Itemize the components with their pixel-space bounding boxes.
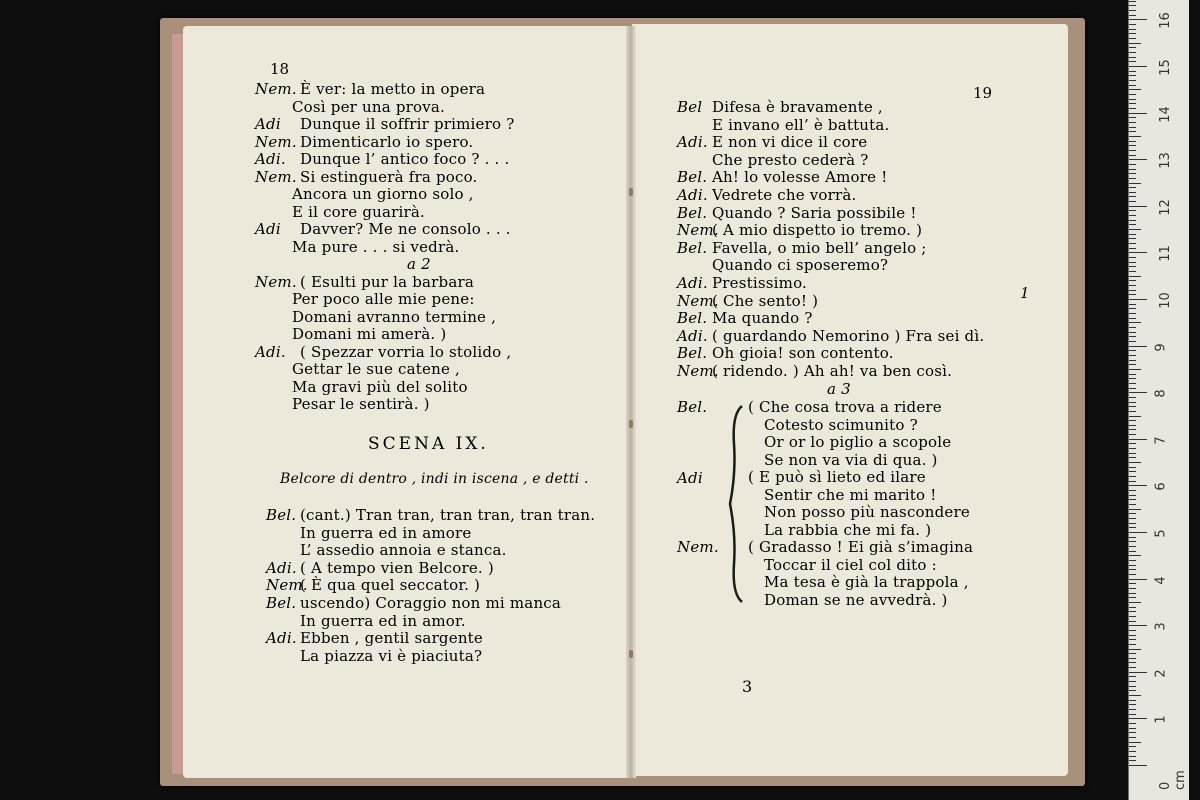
ruler-tick xyxy=(1129,252,1147,253)
trio-speaker: Bel. xyxy=(677,398,708,416)
ruler-tick xyxy=(1129,635,1136,636)
ruler-label: 7 xyxy=(1153,436,1169,445)
ruler-tick xyxy=(1129,504,1136,505)
ruler-tick xyxy=(1129,485,1147,486)
ruler-tick xyxy=(1129,131,1136,132)
trio-verse-line: Ma tesa è già la trappola , xyxy=(764,573,969,591)
verse-line: Dunque l’ antico foco ? . . . xyxy=(300,150,510,168)
ruler-tick xyxy=(1129,662,1136,663)
ruler-tick xyxy=(1129,443,1136,444)
ruler-tick xyxy=(1129,5,1136,6)
ruler-tick xyxy=(1129,238,1136,239)
ruler-tick xyxy=(1129,155,1136,156)
ruler-tick xyxy=(1129,262,1136,263)
trio-speaker: Nem. xyxy=(677,538,719,556)
ruler-tick xyxy=(1129,639,1136,640)
ruler-tick xyxy=(1129,616,1136,617)
speaker-label: Nem. xyxy=(255,167,297,186)
ruler-tick xyxy=(1129,47,1136,48)
ruler-tick xyxy=(1129,420,1136,421)
trio-verse-line: Toccar il ciel col dito : xyxy=(764,555,937,574)
trio-verse-line: Cotesto scimunito ? xyxy=(764,415,918,434)
speaker-label: Bel. xyxy=(677,238,708,257)
ruler-tick xyxy=(1129,89,1141,90)
ruler-tick xyxy=(1129,127,1136,128)
ruler-tick xyxy=(1129,192,1136,193)
ruler-label: 5 xyxy=(1153,529,1169,538)
ruler-tick xyxy=(1129,644,1136,645)
verse-line: uscendo) Coraggio non mi manca xyxy=(300,594,562,612)
ruler-tick xyxy=(1129,341,1136,342)
ruler-tick xyxy=(1129,565,1136,566)
ruler-tick xyxy=(1129,164,1136,165)
ruler-tick xyxy=(1129,583,1136,584)
ruler-tick xyxy=(1129,760,1136,761)
ruler-label: 11 xyxy=(1157,245,1173,263)
ruler-tick xyxy=(1129,546,1136,547)
verse-line: Prestissimo. xyxy=(712,274,808,292)
ruler-tick xyxy=(1129,294,1136,295)
ruler-label: 3 xyxy=(1153,622,1169,631)
ruler-tick xyxy=(1129,29,1136,30)
speaker-label: Adi. xyxy=(677,186,708,204)
ruler-tick xyxy=(1129,527,1136,528)
ruler-tick xyxy=(1129,210,1136,211)
ruler-tick xyxy=(1129,406,1136,407)
ruler-tick xyxy=(1129,10,1136,11)
margin-mark: 1 xyxy=(1020,284,1030,302)
verse-line: ( Che sento! ) xyxy=(712,291,819,310)
verse-line: ( guardando Nemorino ) Fra sei dì. xyxy=(712,326,985,345)
verse-line: a 2 xyxy=(407,255,431,273)
book-gutter xyxy=(626,26,636,778)
ruler-tick xyxy=(1129,66,1147,67)
verse-line: ( A tempo vien Belcore. ) xyxy=(300,558,494,577)
speaker-label: Bel xyxy=(677,98,703,116)
speaker-label: Nem. xyxy=(677,362,719,380)
ruler-tick xyxy=(1129,75,1136,76)
ruler-tick xyxy=(1129,145,1136,146)
verse-line: La piazza vi è piaciuta? xyxy=(300,646,483,665)
verse-line: In guerra ed in amor. xyxy=(300,611,466,630)
ruler-tick xyxy=(1129,136,1141,137)
ruler-tick xyxy=(1129,434,1136,435)
ruler-tick xyxy=(1129,308,1136,309)
ruler-tick xyxy=(1129,476,1136,477)
ruler-tick xyxy=(1129,718,1147,719)
ruler-tick xyxy=(1129,593,1136,594)
speaker-label: Adi. xyxy=(266,558,297,577)
ruler-tick xyxy=(1129,453,1136,454)
verse-line: Per poco alle mie pene: xyxy=(292,290,475,308)
ruler-tick xyxy=(1129,751,1136,752)
ruler-tick xyxy=(1129,625,1147,626)
ruler-tick xyxy=(1129,541,1136,542)
verse-line: Domani mi amerà. ) xyxy=(292,325,447,343)
ruler-tick xyxy=(1129,360,1136,361)
ruler-tick xyxy=(1129,169,1136,170)
verse-line: E invano ell’ è battuta. xyxy=(712,115,890,134)
ruler-tick xyxy=(1129,57,1136,58)
ruler-tick xyxy=(1129,280,1136,281)
verse-line: Dunque il soffrir primiero ? xyxy=(300,115,515,133)
stage-direction: Belcore di dentro , indi in iscena , e detti . xyxy=(280,471,589,487)
ruler-tick xyxy=(1129,690,1136,691)
ruler-tick xyxy=(1129,555,1141,556)
ruler-tick xyxy=(1129,285,1136,286)
ruler-tick xyxy=(1129,551,1136,552)
ruler-tick xyxy=(1129,392,1147,393)
speaker-label: Adi. xyxy=(266,629,297,648)
ruler-tick xyxy=(1129,532,1147,533)
verse-line: Difesa è bravamente , xyxy=(712,98,883,116)
speaker-label: Bel. xyxy=(677,203,708,222)
ruler-tick xyxy=(1129,327,1136,328)
verse-line: (cant.) Tran tran, tran tran, tran tran. xyxy=(300,506,596,524)
ruler-tick xyxy=(1129,271,1136,272)
ruler-tick xyxy=(1129,173,1136,174)
ruler-tick xyxy=(1129,304,1136,305)
verse-line: Quando ? Saria possibile ! xyxy=(712,203,917,222)
ruler-tick xyxy=(1129,765,1147,766)
ruler-tick xyxy=(1129,248,1136,249)
verse-line: E il core guarirà. xyxy=(292,202,425,221)
ruler-tick xyxy=(1129,518,1136,519)
ruler-label: 9 xyxy=(1153,342,1169,352)
trio-verse-line: Doman se ne avvedrà. ) xyxy=(764,590,948,609)
ruler-tick xyxy=(1129,38,1136,39)
ruler-tick xyxy=(1129,229,1141,230)
verse-line: E non vi dice il core xyxy=(712,133,868,152)
ruler-tick xyxy=(1129,364,1136,365)
ruler-tick xyxy=(1129,607,1136,608)
ruler-tick xyxy=(1129,457,1136,458)
verse-line: Gettar le sue catene , xyxy=(292,360,460,378)
ruler-tick xyxy=(1129,397,1136,398)
ruler-tick xyxy=(1129,122,1136,123)
verse-line: Vedrete che vorrà. xyxy=(712,186,857,204)
verse-line: Ma pure . . . si vedrà. xyxy=(292,237,460,256)
ruler-tick xyxy=(1129,117,1136,118)
ruler-tick xyxy=(1129,653,1136,654)
page-number-right: 19 xyxy=(973,84,993,102)
ruler-tick xyxy=(1129,709,1136,710)
ruler-tick xyxy=(1129,471,1136,472)
ruler-tick xyxy=(1129,94,1136,95)
speaker-label: Bel. xyxy=(677,168,708,187)
ruler-tick xyxy=(1129,509,1141,510)
ruler-tick xyxy=(1129,332,1136,333)
stitch xyxy=(629,650,633,658)
ruler-tick xyxy=(1129,374,1136,375)
ruler-tick xyxy=(1129,742,1141,743)
ruler-tick xyxy=(1129,322,1141,323)
ruler-label: 6 xyxy=(1153,482,1169,492)
speaker-label: Adi. xyxy=(677,326,708,345)
ruler-tick xyxy=(1129,513,1136,514)
ruler-label: 1 xyxy=(1153,715,1169,725)
ruler-tick xyxy=(1129,714,1136,715)
ruler-tick xyxy=(1129,178,1136,179)
ruler-tick xyxy=(1129,99,1136,100)
ruler-tick xyxy=(1129,141,1136,142)
verse-line: Pesar le sentirà. ) xyxy=(292,395,430,413)
ruler-tick xyxy=(1129,224,1136,225)
ruler-label: 2 xyxy=(1153,669,1169,678)
ruler-tick xyxy=(1129,103,1136,104)
ruler-tick xyxy=(1129,681,1136,682)
ruler-tick xyxy=(1129,411,1136,412)
ruler-tick xyxy=(1129,266,1136,267)
speaker-label: Adi. xyxy=(255,342,286,361)
trio-verse-line: Or or lo piglio a scopole xyxy=(764,433,952,451)
ruler-tick xyxy=(1129,429,1136,430)
trio-brace xyxy=(728,404,746,604)
ruler-tick xyxy=(1129,313,1136,314)
ruler-tick xyxy=(1129,369,1141,370)
ruler-tick xyxy=(1129,383,1136,384)
verse-line: Si estinguerà fra poco. xyxy=(300,167,478,186)
verse-line: Così per una prova. xyxy=(292,97,446,116)
ruler-tick xyxy=(1129,24,1136,25)
verse-line: Ebben , gentil sargente xyxy=(300,629,483,648)
ruler-label: 16 xyxy=(1157,12,1173,30)
ruler-label: 12 xyxy=(1157,199,1173,216)
ruler-tick xyxy=(1129,108,1136,109)
verse-line: L’ assedio annoia e stanca. xyxy=(300,541,507,560)
verse-line: Ah! lo volesse Amore ! xyxy=(712,168,888,187)
verse-line: ( Esulti pur la barbara xyxy=(300,272,475,291)
ruler-tick xyxy=(1129,630,1136,631)
ruler-tick xyxy=(1129,196,1136,197)
speaker-label: Bel. xyxy=(266,506,297,524)
ruler-tick xyxy=(1129,621,1136,622)
page-number-left: 18 xyxy=(270,60,290,78)
ruler-tick xyxy=(1129,481,1136,482)
ruler-tick xyxy=(1129,388,1136,389)
speaker-label: Adi. xyxy=(677,274,708,292)
ruler-tick xyxy=(1129,602,1141,603)
ruler-label: 0 cm xyxy=(1158,770,1188,790)
measuring-ruler xyxy=(1128,0,1189,800)
ruler-tick xyxy=(1129,43,1141,44)
verse-line: Favella, o mio bell’ angelo ; xyxy=(712,238,927,257)
verse-line: Ancora un giorno solo , xyxy=(292,185,474,203)
speaker-label: Nem. xyxy=(255,132,297,151)
ruler-tick xyxy=(1129,658,1136,659)
scene-title: SCENA IX. xyxy=(368,434,489,454)
ruler-tick xyxy=(1129,579,1147,580)
ruler-tick xyxy=(1129,467,1136,468)
ruler-tick xyxy=(1129,611,1136,612)
ruler-tick xyxy=(1129,704,1136,705)
verse-line: Dimenticarlo io spero. xyxy=(300,132,474,151)
ruler-tick xyxy=(1129,499,1136,500)
ruler-tick xyxy=(1129,574,1136,575)
ruler-tick xyxy=(1129,490,1136,491)
verse-line: a 3 xyxy=(827,379,851,398)
speaker-label: Bel. xyxy=(677,309,708,328)
speaker-label: Adi xyxy=(255,115,281,133)
ruler-tick xyxy=(1129,276,1141,277)
trio-verse-line: Se non va via di qua. ) xyxy=(764,450,938,469)
ruler-label: 15 xyxy=(1157,59,1173,76)
ruler-tick xyxy=(1129,402,1136,403)
ruler-tick xyxy=(1129,448,1136,449)
ruler-label: 13 xyxy=(1157,152,1173,169)
ruler-tick xyxy=(1129,672,1147,673)
verse-line: Davver? Me ne consolo . . . xyxy=(300,220,511,238)
stitch xyxy=(629,420,633,428)
speaker-label: Adi. xyxy=(677,133,708,152)
ruler-label: 10 xyxy=(1157,292,1173,309)
ruler-tick xyxy=(1129,723,1136,724)
trio-speaker: Adi xyxy=(677,469,703,487)
verse-line: Oh gioia! son contento. xyxy=(712,344,894,363)
ruler-tick xyxy=(1129,15,1136,16)
ruler-tick xyxy=(1129,201,1136,202)
verse-line: Ma gravi più del solito xyxy=(292,377,468,396)
speaker-label: Bel. xyxy=(266,594,297,612)
ruler-tick xyxy=(1129,150,1136,151)
speaker-label: Nem. xyxy=(255,80,297,98)
ruler-tick xyxy=(1129,206,1147,207)
ruler-tick xyxy=(1129,667,1136,668)
ruler-tick xyxy=(1129,425,1136,426)
ruler-tick xyxy=(1129,19,1147,20)
ruler-tick xyxy=(1129,700,1136,701)
ruler-tick xyxy=(1129,80,1136,81)
ruler-tick xyxy=(1129,243,1136,244)
ruler-tick xyxy=(1129,85,1136,86)
verse-line: ( Spezzar vorria lo stolido , xyxy=(300,342,512,361)
ruler-tick xyxy=(1129,355,1136,356)
ruler-tick xyxy=(1129,378,1136,379)
verse-line: ( A mio dispetto io tremo. ) xyxy=(712,221,923,240)
verse-line: ( ridendo. ) Ah ah! va ben così. xyxy=(712,362,953,380)
ruler-tick xyxy=(1129,439,1147,440)
speaker-label: Adi xyxy=(255,220,281,238)
ruler-tick xyxy=(1129,215,1136,216)
trio-verse-line: ( E può sì lieto ed ilare xyxy=(748,468,926,486)
verse-line: ( È qua quel seccator. ) xyxy=(300,576,481,595)
ruler-tick xyxy=(1129,495,1136,496)
ruler-tick xyxy=(1129,183,1141,184)
speaker-label: Nem. xyxy=(255,272,297,291)
ruler-tick xyxy=(1129,187,1136,188)
speaker-label: Nem. xyxy=(677,291,719,310)
ruler-tick xyxy=(1129,686,1136,687)
ruler-label: 14 xyxy=(1157,105,1173,123)
ruler-tick xyxy=(1129,350,1136,351)
ruler-tick xyxy=(1129,569,1136,570)
ruler-tick xyxy=(1129,560,1136,561)
ruler-tick xyxy=(1129,462,1141,463)
ruler-tick xyxy=(1129,33,1136,34)
trio-verse-line: ( Gradasso ! Ei già s’imagina xyxy=(748,538,974,556)
ruler-tick xyxy=(1129,234,1136,235)
ruler-tick xyxy=(1129,220,1136,221)
ruler-tick xyxy=(1129,746,1136,747)
signature-mark: 3 xyxy=(742,677,753,696)
verse-line: È ver: la metto in opera xyxy=(300,80,486,98)
ruler-tick xyxy=(1129,728,1136,729)
ruler-tick xyxy=(1129,113,1147,114)
speaker-label: Nem. xyxy=(677,221,719,240)
trio-verse-line: Non posso più nascondere xyxy=(764,503,970,521)
ruler-label: 4 xyxy=(1153,575,1169,585)
trio-verse-line: ( Che cosa trova a ridere xyxy=(748,398,942,416)
verse-line: Domani avranno termine , xyxy=(292,307,497,326)
speaker-label: Adi. xyxy=(255,150,286,168)
verse-line: Ma quando ? xyxy=(712,309,813,328)
ruler-tick xyxy=(1129,346,1147,347)
ruler-tick xyxy=(1129,1,1136,2)
trio-verse-line: Sentir che mi marito ! xyxy=(764,485,937,504)
ruler-tick xyxy=(1129,416,1141,417)
speaker-label: Bel. xyxy=(677,344,708,363)
ruler-tick xyxy=(1129,61,1136,62)
ruler-tick xyxy=(1129,159,1147,160)
ruler-tick xyxy=(1129,52,1136,53)
ruler-tick xyxy=(1129,695,1141,696)
trio-verse-line: La rabbia che mi fa. ) xyxy=(764,520,932,539)
ruler-tick xyxy=(1129,318,1136,319)
ruler-tick xyxy=(1129,537,1136,538)
stitch xyxy=(629,188,633,196)
ruler-tick xyxy=(1129,588,1136,589)
verse-line: Quando ci sposeremo? xyxy=(712,256,889,275)
ruler-tick xyxy=(1129,257,1136,258)
ruler-tick xyxy=(1129,290,1136,291)
ruler-tick xyxy=(1129,649,1141,650)
ruler-tick xyxy=(1129,737,1136,738)
ruler-tick xyxy=(1129,732,1136,733)
verse-line: Che presto cederà ? xyxy=(712,150,869,169)
ruler-tick xyxy=(1129,597,1136,598)
speaker-label: Nem. xyxy=(266,576,308,595)
ruler-label: 8 xyxy=(1153,389,1169,398)
ruler-tick xyxy=(1129,71,1136,72)
ruler-tick xyxy=(1129,523,1136,524)
verse-line: In guerra ed in amore xyxy=(300,523,472,542)
ruler-tick xyxy=(1129,756,1136,757)
ruler-tick xyxy=(1129,336,1136,337)
ruler-tick xyxy=(1129,299,1147,300)
ruler-tick xyxy=(1129,676,1136,677)
